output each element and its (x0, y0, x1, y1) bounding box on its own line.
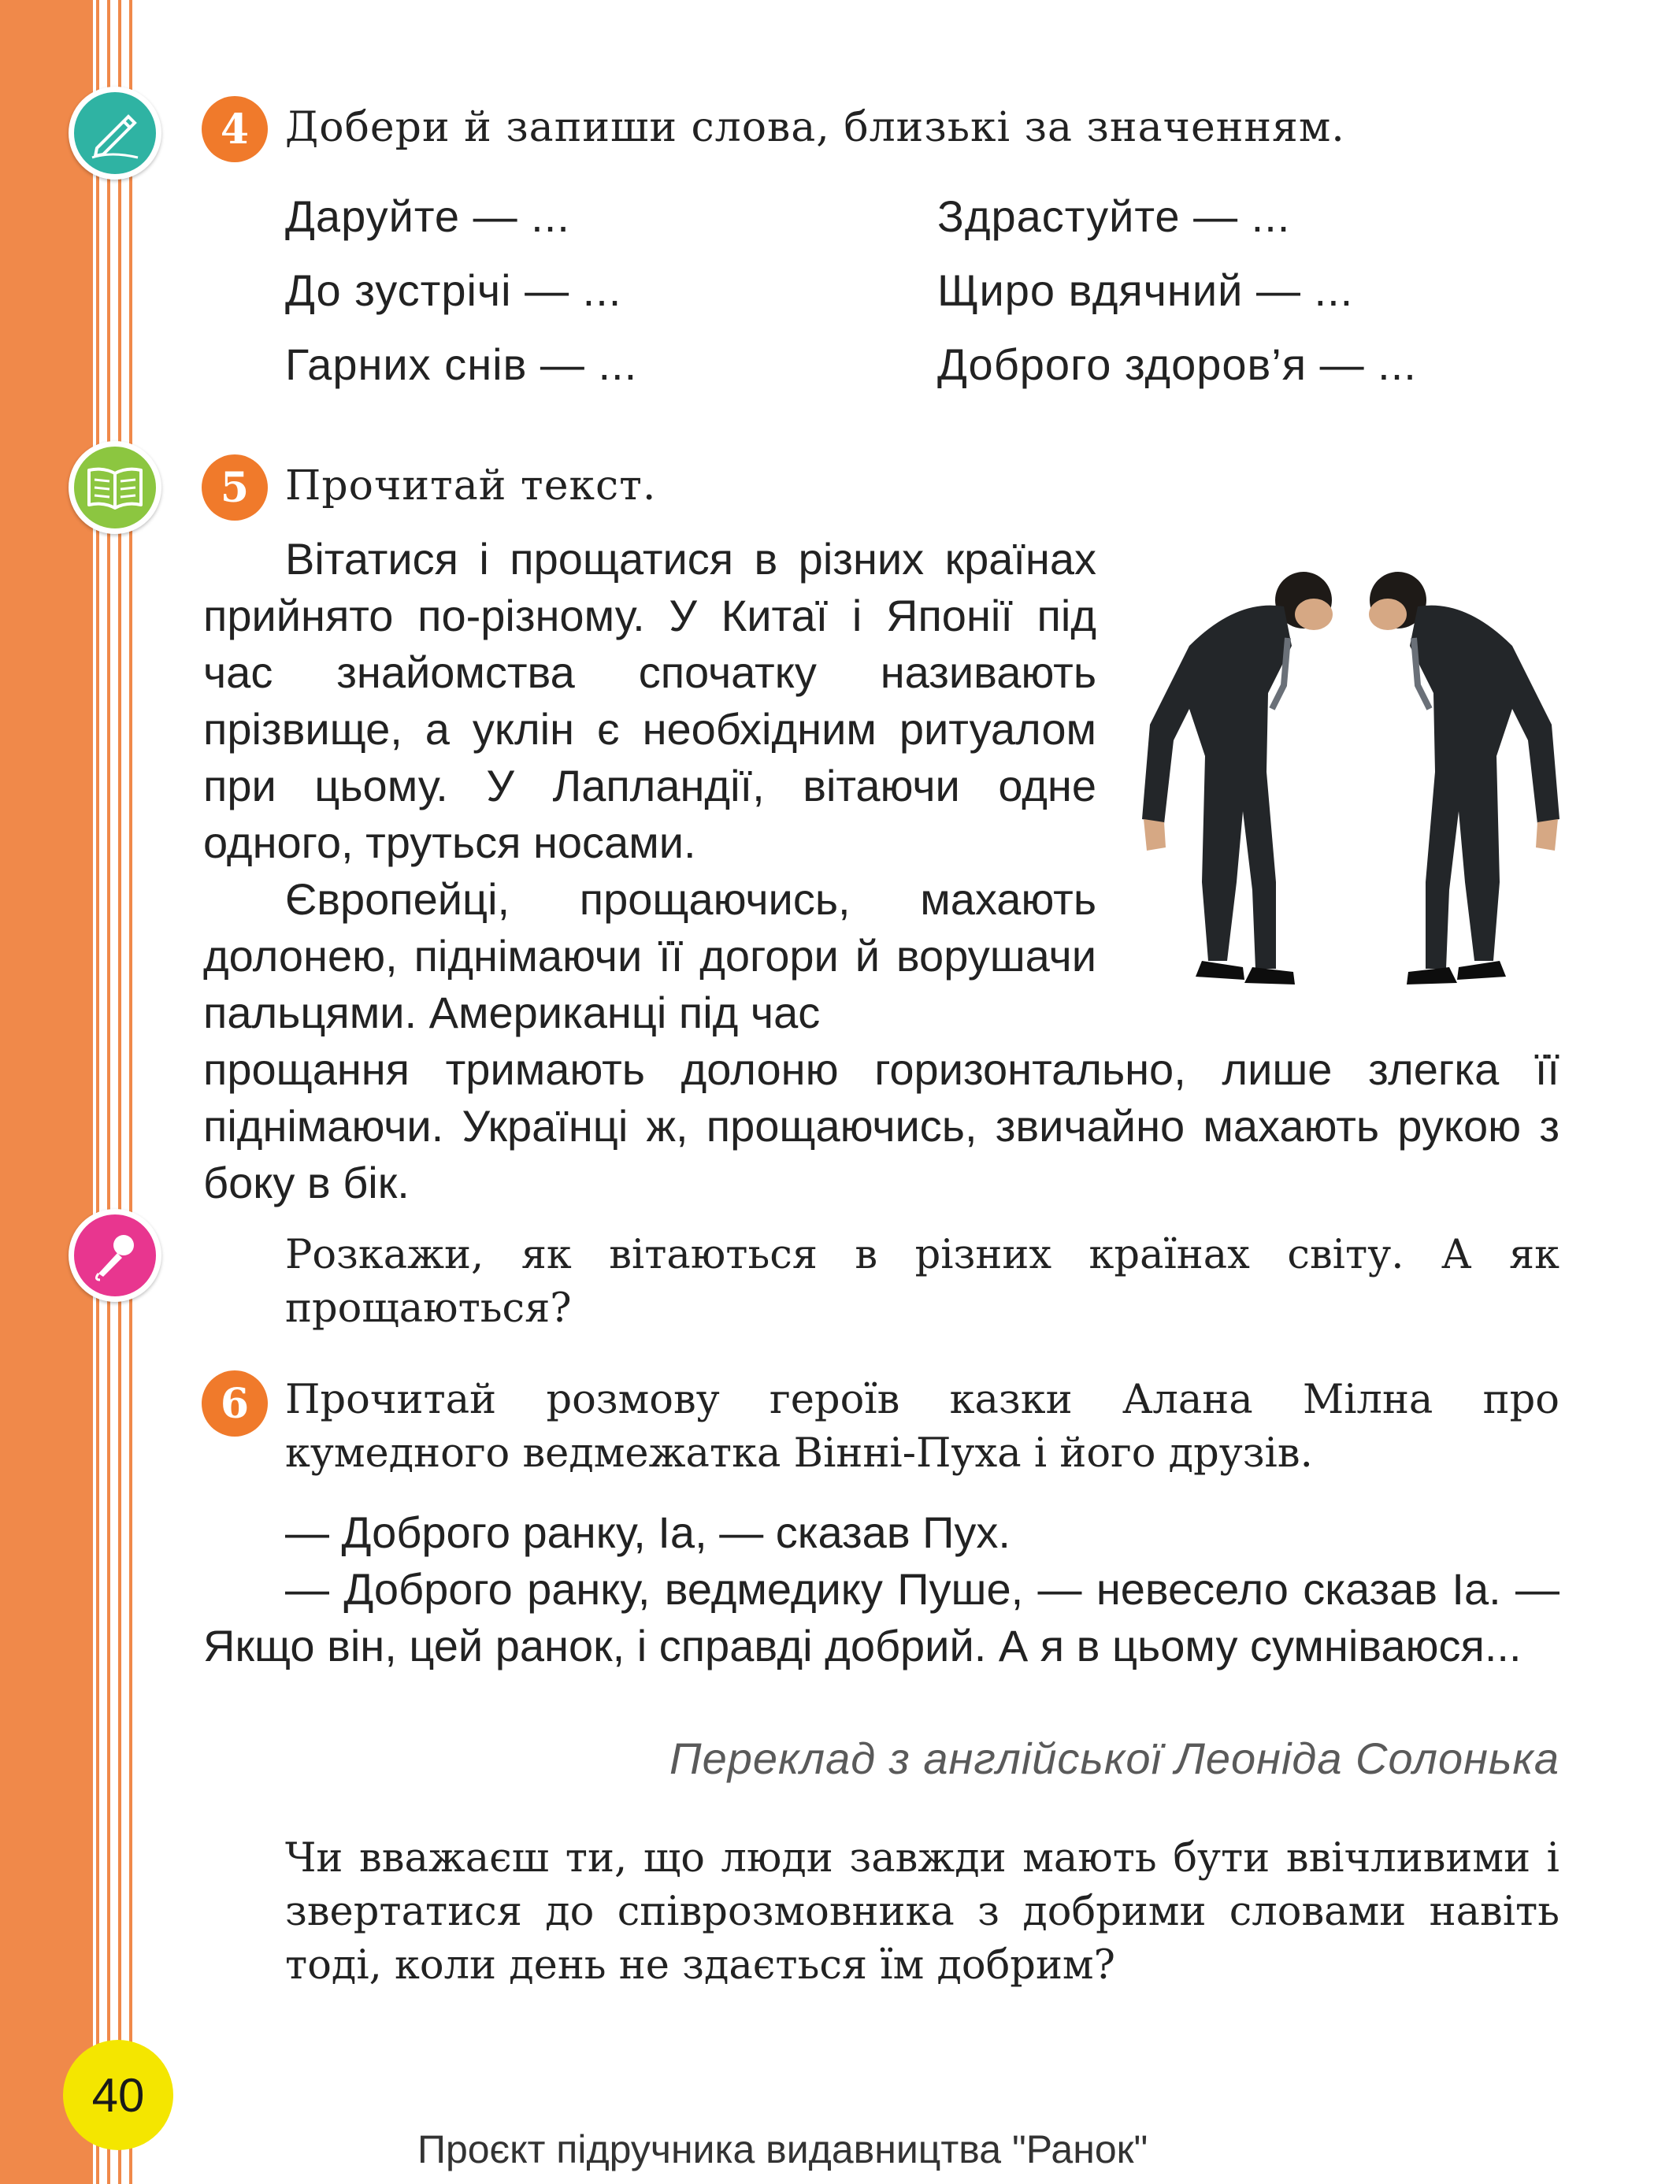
margin-stripes (93, 0, 139, 2184)
left-margin-band (0, 0, 93, 2184)
task4-instruction: Добери й запиши слова, близькі за значенням. (285, 104, 1345, 151)
task-number-badge: 4 (202, 96, 268, 162)
word-pair-item: Щиро вдячний — ... (937, 265, 1354, 315)
word-pair-item: Здрастуйте — ... (937, 191, 1291, 241)
text-paragraph: прощання тримають долоню горизонтально, лише злегка її піднімаючи. Українці ж, прощаючись, звичайно махають рукою з боку в бік. (203, 1044, 1559, 1207)
word-pair-item: До зустрічі — ... (285, 265, 622, 315)
task6-instruction: Прочитай розмову героїв казки Алана Мілна про кумедного ведмежатка Вінні-Пуха і його друзів. (285, 1377, 1559, 1477)
task6-question: Чи вважаєш ти, що люди завжди мають бути ввічливими і звертатися до співрозмовника з добрими словами навіть тоді, коли день не здається їм добрим? (285, 1835, 1559, 1989)
bowing-men-photo (1126, 551, 1575, 992)
microphone-icon (69, 1209, 161, 1302)
open-book-icon (69, 441, 161, 534)
pen-writing-icon (69, 87, 161, 180)
task-number-badge: 5 (202, 454, 268, 521)
task5-instruction: Прочитай текст. (285, 462, 657, 510)
text-paragraph: Вітатися і прощатися в різних країнах прийнято по-різному. У Китаї і Японії під час знайомства спочатку називають прізвище, а уклін є необхідним ритуалом при цьому. У Лапландії, вітаючи одне одного, труться носами. (203, 534, 1096, 867)
translation-attribution: Переклад з англійської Леоніда Солонька (669, 1733, 1559, 1783)
task-number-badge: 6 (202, 1370, 268, 1437)
word-pair-item: Доброго здоров’я — ... (937, 339, 1417, 389)
page-number: 40 (63, 2040, 173, 2150)
dialog-line: — Доброго ранку, ведмедику Пуше, — невесело сказав Іа. — Якщо він, цей ранок, і справді добрий. А я в цьому сумніваюся... (203, 1564, 1559, 1670)
dialog-line: — Доброго ранку, Іа, — сказав Пух. (285, 1507, 1011, 1557)
word-pair-item: Даруйте — ... (285, 191, 570, 241)
task5-question: Розкажи, як вітаються в різних країнах світу. А як прощаються? (285, 1232, 1559, 1332)
word-pair-item: Гарних снів — ... (285, 339, 638, 389)
footer-text: Проєкт підручника видавництва "Ранок" (417, 2127, 1148, 2171)
text-paragraph: Європейці, прощаючись, махають долонею, піднімаючи її догори й ворушачи пальцями. Американці під час (203, 874, 1096, 1037)
